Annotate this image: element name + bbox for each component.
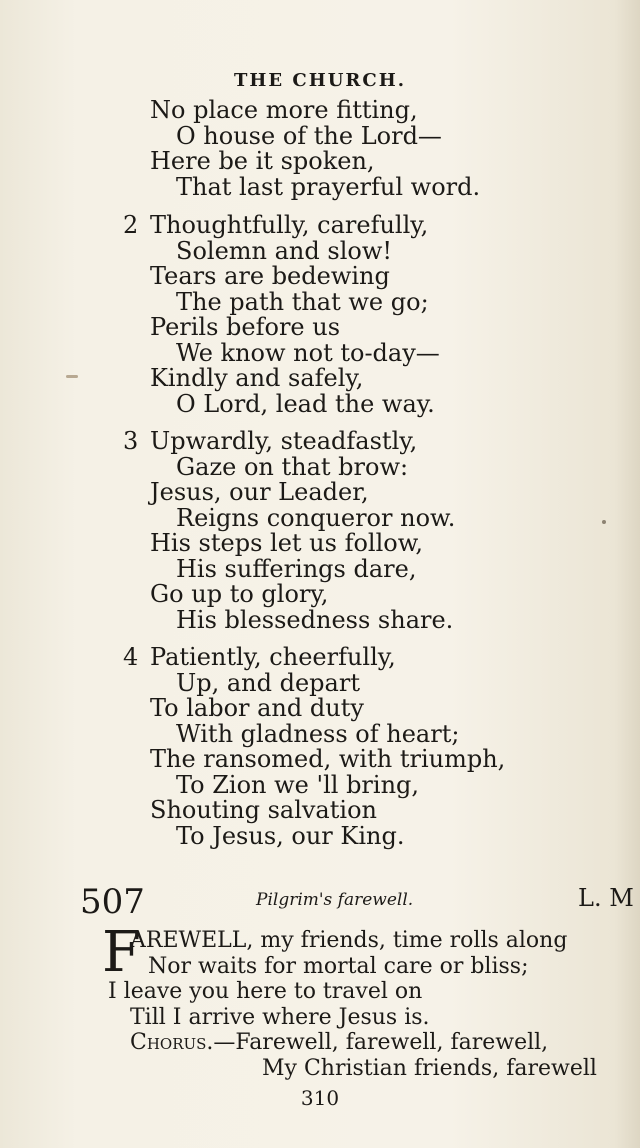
verse-number: 3 bbox=[123, 427, 139, 455]
verse-line bbox=[0, 645, 640, 671]
verse-line: No place more fitting, bbox=[150, 96, 418, 124]
verse-line-text: Patiently, cheerfully, bbox=[150, 643, 396, 671]
verse-line: Till I arrive where Jesus is. bbox=[130, 1004, 430, 1030]
verse-1 bbox=[0, 98, 640, 200]
verse-line: His blessedness share. bbox=[176, 605, 454, 634]
hymn-subtitle: Pilgrim's farewell. bbox=[256, 890, 414, 910]
drop-cap: F bbox=[102, 920, 141, 985]
page-number: 310 bbox=[300, 1086, 340, 1110]
verse-line: His steps let us follow, bbox=[150, 529, 424, 557]
verse-line: I leave you here to travel on bbox=[108, 979, 423, 1004]
verse-line: AREWELL, my friends, time rolls along bbox=[130, 928, 568, 953]
verse-line: Go up to glory, bbox=[150, 580, 329, 608]
page-header: THE CHURCH. bbox=[234, 70, 406, 91]
verse-3 bbox=[0, 429, 640, 633]
verse-4 bbox=[0, 645, 640, 849]
chorus-label: Chorus. bbox=[130, 1030, 214, 1055]
verse-line: Tears are bedewing bbox=[150, 262, 390, 290]
verse-line: Reigns conqueror now. bbox=[176, 503, 456, 532]
verse-line: Solemn and slow! bbox=[176, 236, 392, 265]
hymn-meter: L. M bbox=[578, 884, 634, 912]
chorus-text: —Farewell, farewell, farewell, bbox=[213, 1030, 549, 1055]
verse-line: O house of the Lord— bbox=[176, 121, 442, 150]
verse-line: His sufferings dare, bbox=[176, 554, 417, 583]
verse-line: Nor waits for mortal care or bliss; bbox=[148, 953, 529, 979]
verse-line: Shouting salvation bbox=[150, 796, 377, 824]
verse-number: 4 bbox=[123, 643, 139, 671]
hymn-number: 507 bbox=[80, 882, 145, 922]
verse-2 bbox=[0, 213, 640, 417]
verse-line: Kindly and safely, bbox=[150, 364, 364, 392]
verse-line: To labor and duty bbox=[150, 694, 364, 722]
verse-line bbox=[0, 213, 640, 239]
verse-line: Up, and depart bbox=[176, 668, 360, 697]
verse-line: The path that we go; bbox=[176, 287, 429, 316]
verse-line-text: Thoughtfully, carefully, bbox=[150, 211, 429, 239]
verse-line: O Lord, lead the way. bbox=[176, 389, 435, 418]
chorus-line bbox=[0, 1030, 640, 1056]
verse-line: To Zion we 'll bring, bbox=[176, 770, 420, 799]
verse-line: That last prayerful word. bbox=[176, 172, 481, 201]
hymn-heading bbox=[0, 880, 640, 924]
verse-line: My Christian friends, farewell bbox=[262, 1055, 597, 1081]
verse-line bbox=[0, 429, 640, 455]
verse-line: With gladness of heart; bbox=[176, 719, 460, 748]
verse-line-text: Upwardly, steadfastly, bbox=[150, 427, 418, 455]
verse-line: The ransomed, with triumph, bbox=[150, 745, 506, 773]
verse-line: Jesus, our Leader, bbox=[150, 478, 369, 506]
verse-number: 2 bbox=[123, 211, 139, 239]
verse-line: We know not to-day— bbox=[176, 338, 440, 367]
verse-line: Perils before us bbox=[150, 313, 341, 341]
hymn-507-text bbox=[0, 920, 640, 1081]
verse-line: To Jesus, our King. bbox=[176, 821, 405, 850]
verse-line: Here be it spoken, bbox=[150, 147, 375, 175]
verse-line: Gaze on that brow: bbox=[176, 452, 409, 481]
